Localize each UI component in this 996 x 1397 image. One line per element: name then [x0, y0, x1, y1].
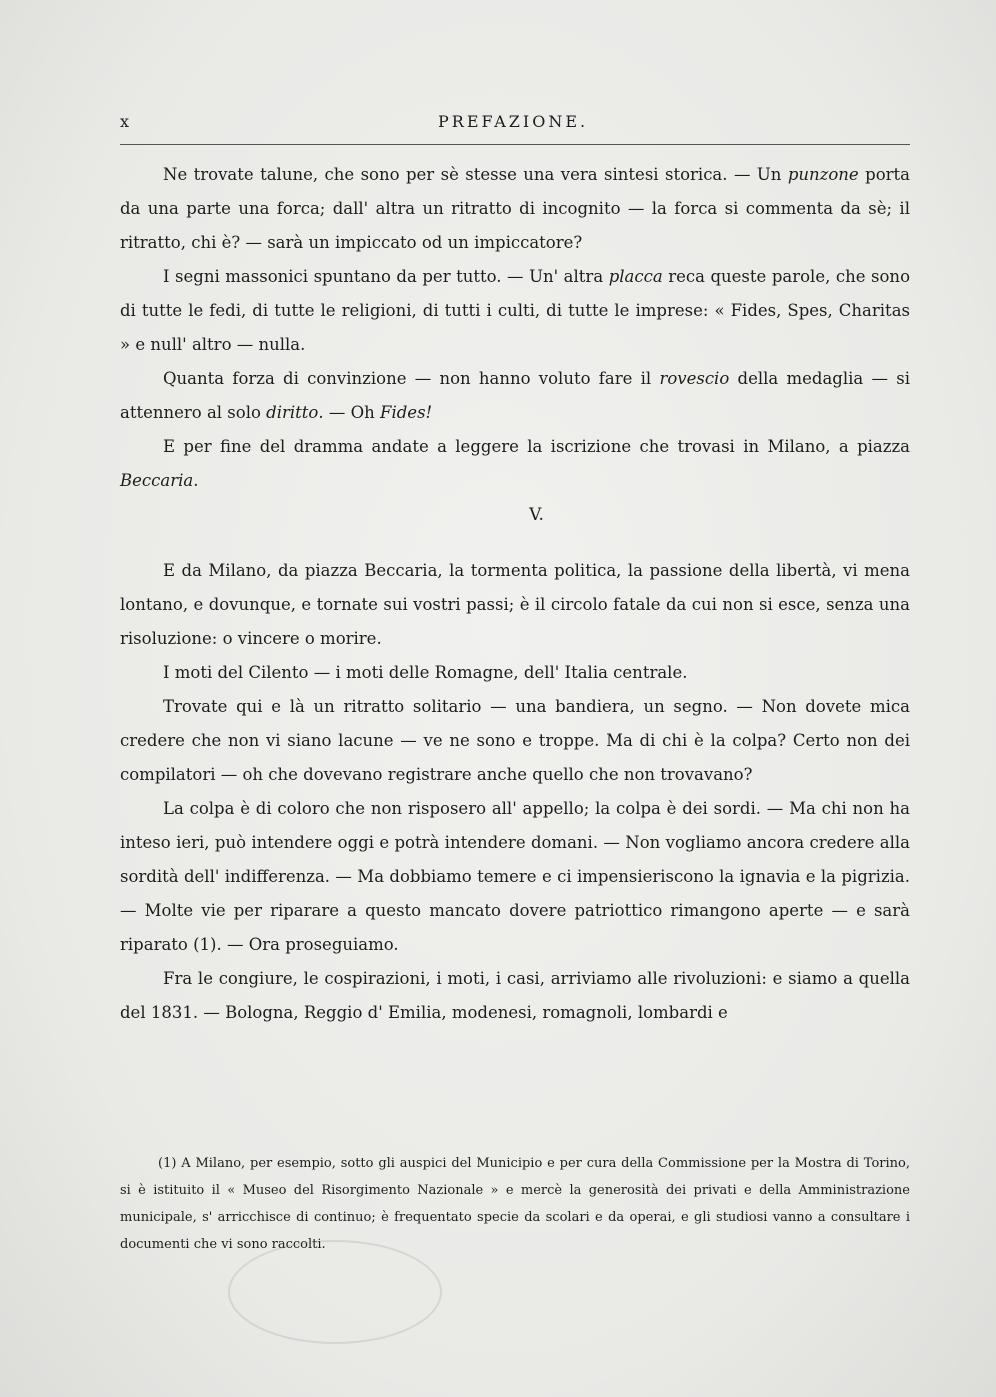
footnote-text: (1) A Milano, per esempio, sotto gli auspici del Municipio e per cura della Commissione per la Mostra di Torino, si è istituito il « Museo del Risorgimento Nazionale » e mercè la generosità dei privati e della Amministrazione municipale, s' arricchisce di continuo; è frequentato specie da scolari e da operai, e gli studiosi vanno a consultare i documenti che vi sono raccolti. [120, 1156, 910, 1252]
header-rule [120, 144, 910, 145]
section-heading: V. [529, 505, 544, 525]
paragraph-2: I segni massonici spuntano da per tutto. — Un' altra placca reca queste parole, che sono di tutte le fedi, di tutte le religioni, di tutti i culti, di tutte le imprese: « Fides, Spes, Charitas » e null' altro — nulla. [120, 267, 910, 354]
paragraph-3: Quanta forza di convinzione — non hanno voluto fare il rovescio della medaglia — si attennero al solo diritto. — Oh Fides! [120, 369, 910, 422]
library-stamp [228, 1240, 442, 1344]
paragraph-9: Fra le congiure, le cospirazioni, i moti, i casi, arriviamo alle rivoluzioni: e siamo a quella del 1831. — Bologna, Reggio d' Emilia, modenesi, romagnoli, lombardi e [120, 969, 910, 1022]
paragraph-7: Trovate qui e là un ritratto solitario — una bandiera, un segno. — Non dovete mica credere che non vi siano lacune — ve ne sono e troppe. Ma di chi è la colpa? Certo non dei compilatori — oh che dovevano registrare anche quello che non trovavano? [120, 697, 910, 784]
page-header [120, 112, 910, 142]
paragraph-6: I moti del Cilento — i moti delle Romagne, dell' Italia centrale. [163, 663, 688, 682]
paragraph-4: E per fine del dramma andate a leggere la iscrizione che trovasi in Milano, a piazza Beccaria. [120, 437, 910, 490]
paragraph-8: La colpa è di coloro che non risposero all' appello; la colpa è dei sordi. — Ma chi non ha inteso ieri, può intendere oggi e potrà intendere domani. — Non vogliamo ancora credere alla sordità dell' indifferenza. — Ma dobbiamo temere e ci impensieriscono la ignavia e la pigrizia. — Molte vie per riparare a questo mancato dovere patriottico rimangono aperte — e sarà riparato (1). — Ora proseguiamo. [120, 799, 910, 954]
page-number: x [120, 112, 131, 131]
paragraph-1: Ne trovate talune, che sono per sè stesse una vera sintesi storica. — Un punzone porta da una parte una forca; dall' altra un ritratto di incognito — la forca si commenta da sè; il ritratto, chi è? — sarà un impiccato od un impiccatore? [120, 165, 910, 252]
running-title: PREFAZIONE. [438, 112, 589, 131]
footnote [120, 1150, 910, 1258]
paragraph-5: E da Milano, da piazza Beccaria, la tormenta politica, la passione della libertà, vi mena lontano, e dovunque, e tornate sui vostri passi; è il circolo fatale da cui non si esce, senza una risoluzione: o vincere o morire. [120, 561, 910, 648]
body-text [120, 158, 910, 1030]
